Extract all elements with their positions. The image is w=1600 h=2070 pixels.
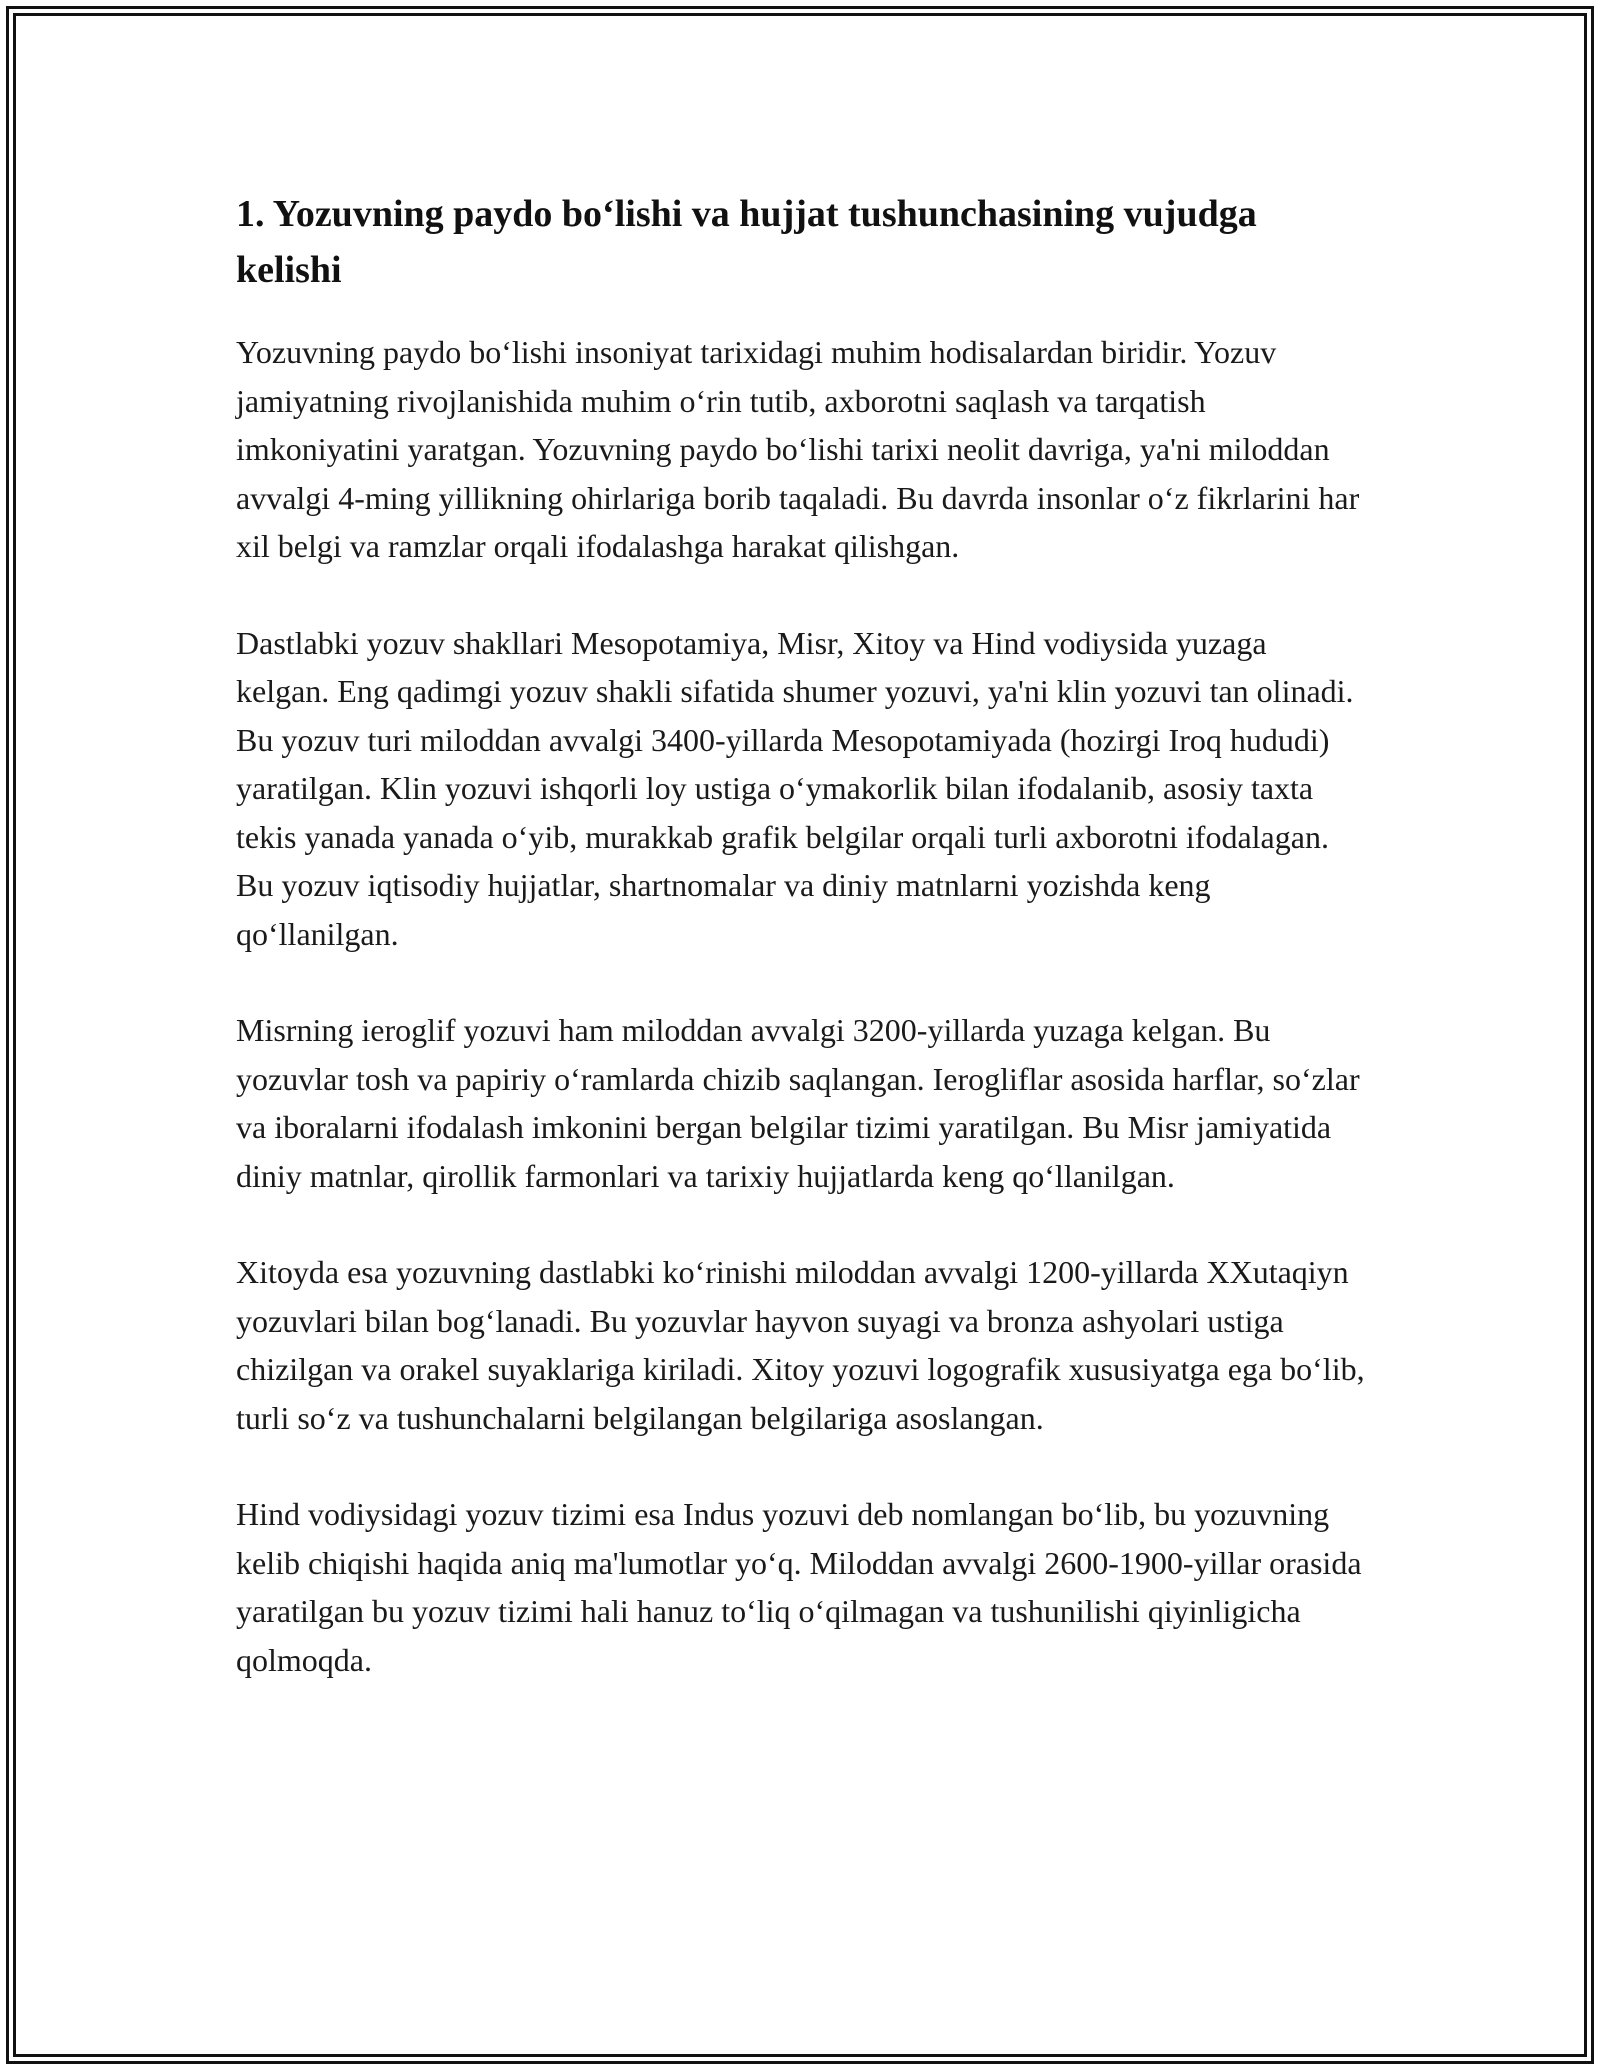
paragraph-egypt: Misrning ieroglif yozuvi ham miloddan avvalgi 3200-yillarda yuzaga kelgan. Bu yozuvlar tosh va papiriy oʻramlarda chizib saqlangan. Ierogliflar asosida harflar, soʻzlar va iboralarni ifodalash imkonini bergan belgilar tizimi yaratilgan. Bu Misr jamiyatida diniy matnlar, qirollik farmonlari va tarixiy hujjatlarda keng qoʻllanilgan. bbox=[236, 1012, 1360, 1194]
paragraph-mesopotamia: Dastlabki yozuv shakllari Mesopotamiya, Misr, Xitoy va Hind vodiysida yuzaga kelgan. Eng qadimgi yozuv shakli sifatida shumer yozuvi, ya'ni klin yozuvi tan olinadi. Bu yozuv turi miloddan avvalgi 3400-yillarda Mesopotamiyada (hozirgi Iroq hududi) yaratilgan. Klin yozuvi ishqorli loy ustiga oʻymakorlik bilan ifodalanib, asosiy taxta tekis yanada yanada oʻyib, murakkab grafik belgilar orqali turli axborotni ifodalagan. Bu yozuv iqtisodiy hujjatlar, shartnomalar va diniy matnlarni yozishda keng qoʻllanilgan. bbox=[236, 624, 1354, 952]
paragraph-indus: Hind vodiysidagi yozuv tizimi esa Indus yozuvi deb nomlangan boʻlib, bu yozuvning kelib chiqishi haqida aniq ma'lumotlar yoʻq. Miloddan avvalgi 2600-1900-yillar orasida yaratilgan bu yozuv tizimi hali hanuz toʻliq oʻqilmagan va tushunilishi qiyinligicha qolmoqda. bbox=[236, 1496, 1362, 1678]
section-heading: 1. Yozuvning paydo boʻlishi va hujjat tushunchasining vujudga kelishi bbox=[236, 193, 1257, 291]
paragraph-origins: Yozuvning paydo boʻlishi insoniyat tarixidagi muhim hodisalardan biridir. Yozuv jamiyatning rivojlanishida muhim oʻrin tutib, axborotni saqlash va tarqatish imkoniyatini yaratgan. Yozuvning paydo boʻlishi tarixi neolit davriga, ya'ni miloddan avvalgi 4-ming yillikning ohirlariga borib taqaladi. Bu davrda insonlar oʻz fikrlarini har xil belgi va ramzlar orqali ifodalashga harakat qilishgan. bbox=[236, 334, 1360, 564]
paragraph-china: Xitoyda esa yozuvning dastlabki koʻrinishi miloddan avvalgi 1200-yillarda XXutaqiyn yozuvlari bilan bogʻlanadi. Bu yozuvlar hayvon suyagi va bronza ashyolari ustiga chizilgan va orakel suyaklariga kiriladi. Xitoy yozuvi logografik xususiyatga ega boʻlib, turli soʻz va tushunchalarni belgilangan belgilariga asoslangan. bbox=[236, 1254, 1365, 1436]
document-body bbox=[236, 186, 1366, 1732]
